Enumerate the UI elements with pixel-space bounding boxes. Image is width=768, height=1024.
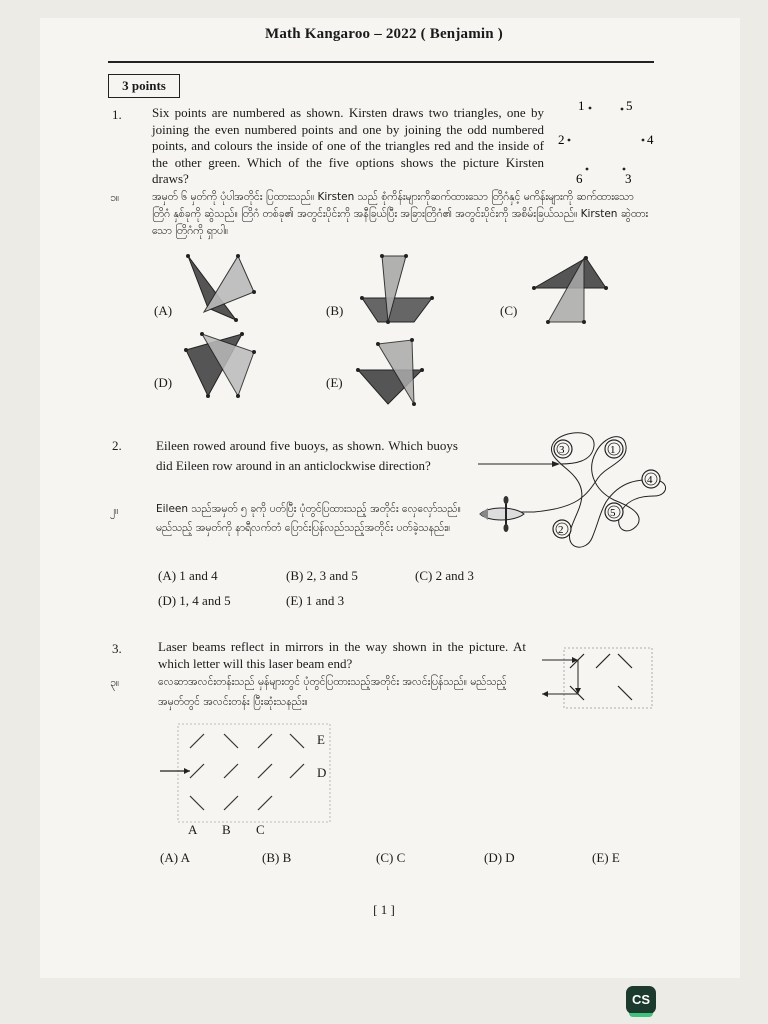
q1-option-a[interactable]: (A) <box>154 303 173 318</box>
q3-example-figure <box>538 640 658 714</box>
q3-option-a[interactable]: (A) A <box>160 850 190 865</box>
q2-option-e[interactable]: (E) 1 and 3 <box>286 593 345 608</box>
point-label-3: 3 <box>625 171 632 186</box>
q3-letter-b: B <box>222 822 231 837</box>
q3-option-e[interactable]: (E) E <box>592 850 620 865</box>
q1-text-mm: အမှတ် ၆ မှတ်ကို ပုံပါအတိုင်း ပြထားသည်။ Kirsten သည် စုံကိန်းများကိုဆက်ထားသော တြိဂံနှင့် မကိန်းများကို ဆက်ထားသော တြိဂံ နှစ်ခုကို ဆွဲသည်။ တြိဂံ တစ်ခု၏ အတွင်းပိုင်းကို အနီခြယ်ပြီး အခြားတြိဂံ၏ အတွင်းပိုင်းကို အစိမ်းခြယ်သည်။ Kirsten ဆွဲထားသော တြိဂံကို ရှာပါ။ <box>152 191 649 237</box>
q1-option-c[interactable]: (C) <box>500 303 518 318</box>
point-label-6: 6 <box>576 171 583 186</box>
camscanner-badge: CS <box>626 986 656 1014</box>
q2-option-d[interactable]: (D) 1, 4 and 5 <box>158 593 231 608</box>
q2-option-a[interactable]: (A) 1 and 4 <box>158 568 218 583</box>
q1-number: 1. <box>112 107 122 122</box>
q3-option-b[interactable]: (B) B <box>262 850 292 865</box>
q3-letter-d: D <box>317 765 327 780</box>
q2-text-mm: Eileen သည်အမှတ် ၅ ခုကို ပတ်ပြီး ပုံတွင်ပြထားသည့် အတိုင်း လှေလှော်သည်။ မည်သည့် အမှတ်ကို နာရီလက်တံ ပြောင်းပြန်လည်သည့်အတိုင်း ပတ်ခဲ့သနည်း။ <box>156 503 461 534</box>
q2-number-mm: ၂။ <box>110 505 119 517</box>
point-label-4: 4 <box>647 132 654 147</box>
q3-letter-a: A <box>188 822 198 837</box>
section-points-label: 3 points <box>108 74 180 98</box>
q2-number: 2. <box>112 438 122 453</box>
q2-text-en: Eileen rowed around five buoys, as shown. Which buoys did Eileen row around in an anticlockwise direction? <box>156 438 458 473</box>
q3-option-d[interactable]: (D) D <box>484 850 515 865</box>
q3-letter-e: E <box>317 732 325 747</box>
q1-text-en: Six points are numbered as shown. Kirsten draws two triangles, one by joining the even numbered points and one by joining the odd numbered points, and colours the inside of one of the triangles red and the inside of the other green. Which of the five options shows the picture Kirsten draws? <box>152 105 544 186</box>
q1-option-e[interactable]: (E) <box>326 375 343 390</box>
page-title: Math Kangaroo – 2022 ( Benjamin ) <box>265 26 503 42</box>
buoy-1: 1 <box>610 444 616 456</box>
q2-option-c[interactable]: (C) 2 and 3 <box>415 568 474 583</box>
q1-option-c-figure[interactable] <box>528 252 614 326</box>
q1-option-e-figure[interactable] <box>352 330 432 408</box>
q1-option-b[interactable]: (B) <box>326 303 344 318</box>
q2-option-b[interactable]: (B) 2, 3 and 5 <box>286 568 358 583</box>
q3-option-c[interactable]: (C) C <box>376 850 406 865</box>
page-number: [ 1 ] <box>373 902 395 917</box>
point-label-5: 5 <box>626 98 633 113</box>
buoy-3: 3 <box>559 444 565 456</box>
buoy-4: 4 <box>647 474 653 486</box>
q1-number-mm: ၁။ <box>110 192 120 204</box>
point-label-1: 1 <box>578 98 585 113</box>
point-label-2: 2 <box>558 132 565 147</box>
q3-number: 3. <box>112 641 122 656</box>
buoy-5: 5 <box>610 507 616 519</box>
buoy-2: 2 <box>558 524 564 536</box>
q3-letter-c: C <box>256 822 265 837</box>
q2-buoy-figure <box>474 422 674 552</box>
q1-option-b-figure[interactable] <box>354 252 440 326</box>
q1-option-d[interactable]: (D) <box>154 375 173 390</box>
q1-option-d-figure[interactable] <box>180 330 264 402</box>
header-rule <box>108 61 654 63</box>
q3-number-mm: ၃။ <box>110 677 120 689</box>
q1-points-figure <box>550 96 670 188</box>
q3-text-en: Laser beams reflect in mirrors in the way shown in the picture. At which letter will this laser beam end? <box>158 639 526 671</box>
q3-text-mm: လေဆာအလင်းတန်းသည် မှန်များတွင် ပုံတွင်ပြထားသည့်အတိုင်း အလင်းပြန်သည်။ မည်သည့်အမှတ်တွင် အလင်းတန်း ပြီးဆုံးသနည်း။ <box>158 676 507 708</box>
q1-option-a-figure[interactable] <box>180 252 260 324</box>
